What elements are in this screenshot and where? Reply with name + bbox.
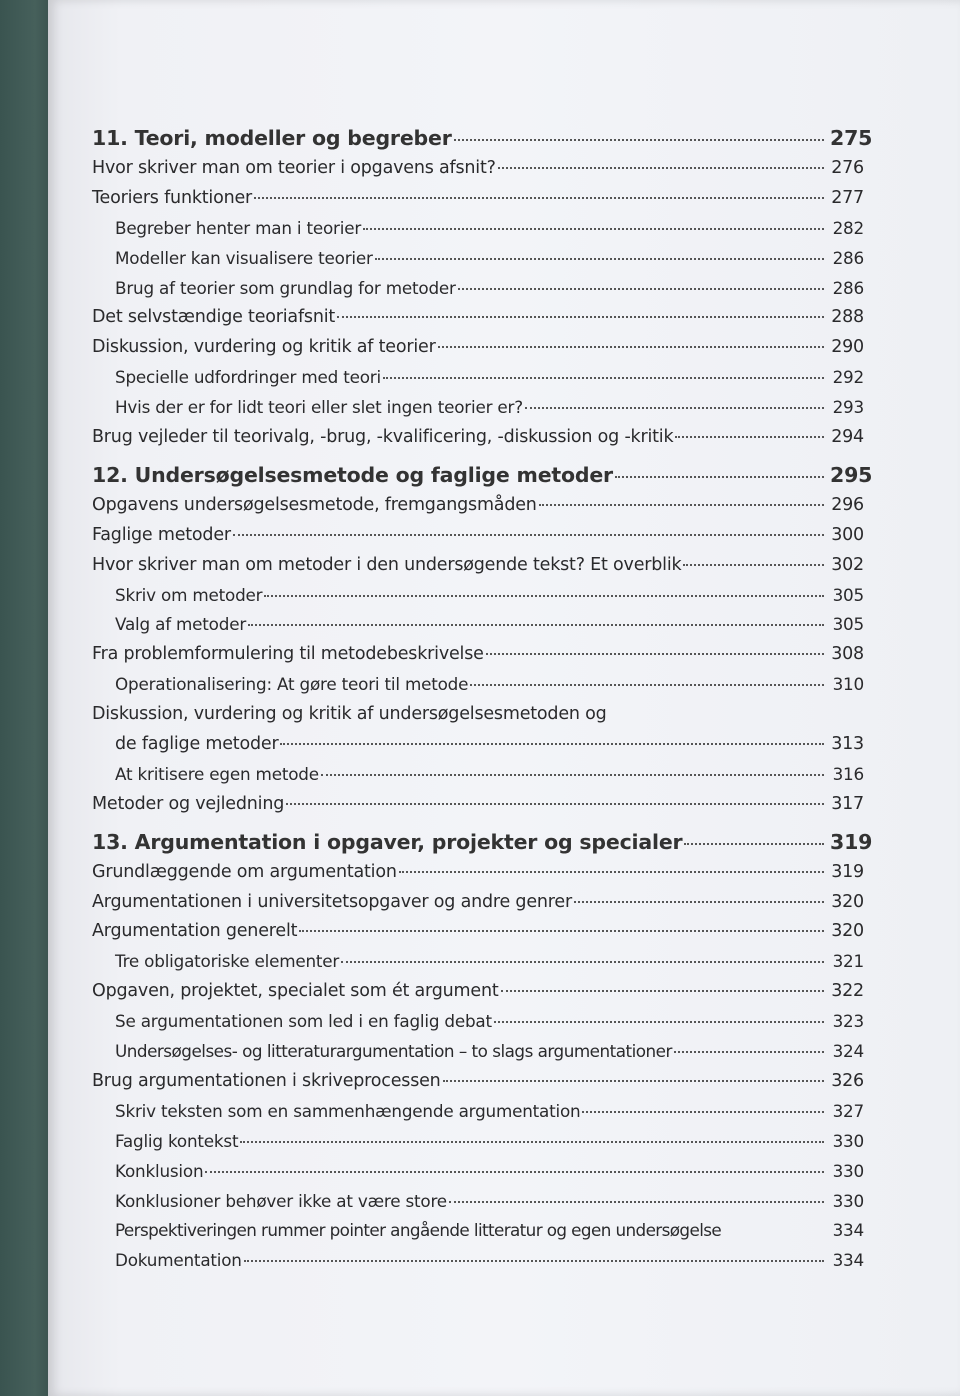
toc-entry [92, 921, 864, 951]
toc-entry [92, 525, 864, 555]
chapter-12 [92, 462, 873, 824]
entry-title: Det selvstændige teoriafsnit [92, 307, 336, 328]
leader-dots [675, 436, 824, 438]
toc-entry [92, 951, 864, 981]
page-number: 282 [832, 217, 864, 238]
entry-title: Specielle udfordringer med teori [115, 367, 381, 388]
leader-dots [438, 346, 824, 348]
page-number: 330 [832, 1190, 864, 1211]
entry-title: At kritisere egen metode [115, 763, 319, 784]
leader-dots [321, 774, 824, 776]
chapter-title: 13. Argumentation i opgaver, projekter og specialer [92, 829, 683, 854]
leader-dots [244, 1260, 824, 1262]
toc-entry [92, 1071, 864, 1101]
toc-entry [92, 1220, 864, 1250]
toc-entry [92, 495, 864, 525]
toc-entry [92, 1161, 864, 1191]
toc-entry [92, 1131, 864, 1161]
page-number: 326 [831, 1070, 864, 1091]
leader-dots [458, 288, 824, 290]
leader-dots [684, 843, 824, 845]
chapter-13 [92, 829, 873, 1280]
page-number: 320 [831, 921, 864, 942]
page-number: 293 [832, 397, 864, 418]
toc-entry [92, 1191, 864, 1221]
page-number: 296 [831, 494, 864, 515]
page-number: 320 [831, 891, 864, 912]
entry-title: Diskussion, vurdering og kritik af teorier [92, 337, 436, 358]
leader-dots [723, 1230, 828, 1232]
leader-dots [240, 1141, 824, 1143]
toc-entry [92, 278, 864, 308]
page-number: 334 [832, 1220, 864, 1241]
page-number: 305 [832, 584, 864, 605]
toc-entry [92, 397, 864, 427]
entry-title: Opgaven, projektet, specialet som ét argument [92, 981, 499, 1002]
page-number: 292 [832, 367, 864, 388]
toc-entry [92, 188, 864, 218]
page-number: 286 [832, 247, 864, 268]
toc-entry [92, 555, 864, 585]
leader-dots [363, 228, 824, 230]
leader-dots [264, 595, 824, 597]
entry-title: Konklusion [115, 1160, 204, 1181]
leader-dots [615, 476, 824, 478]
page-number: 323 [832, 1011, 864, 1032]
page-number: 327 [832, 1100, 864, 1121]
entry-title: Perspektiveringen rummer pointer angående litteratur og egen undersøgelse [115, 1220, 722, 1241]
toc-entry [92, 337, 864, 367]
toc-entry-continuation [92, 734, 864, 764]
page-number: 313 [831, 734, 864, 755]
entry-title: Skriv teksten som en sammenhængende argumentation [115, 1100, 581, 1121]
toc-entry [92, 614, 864, 644]
entry-title: Grundlæggende om argumentation [92, 861, 397, 882]
leader-dots [383, 377, 824, 379]
page-number: 288 [831, 307, 864, 328]
book-spine [0, 0, 50, 1396]
entry-title: Operationalisering: At gøre teori til metode [115, 674, 469, 695]
page-number: 310 [832, 674, 864, 695]
entry-title: Argumentation generelt [92, 921, 298, 942]
chapter-title: 12. Undersøgelsesmetode og faglige metoder [92, 462, 613, 487]
page-number: 290 [831, 337, 864, 358]
toc-entry [92, 981, 864, 1011]
toc-entry [92, 307, 864, 337]
leader-dots [674, 1051, 824, 1053]
page-number: 319 [831, 861, 864, 882]
toc-entry [92, 158, 864, 188]
leader-dots [254, 197, 824, 199]
entry-title: Brug argumentationen i skriveprocessen [92, 1070, 441, 1091]
page-number: 322 [831, 981, 864, 1002]
toc-entry [92, 367, 864, 397]
entry-title: Brug vejleder til teorivalg, -brug, -kvalificering, -diskussion og -kritik [92, 427, 674, 448]
entry-title-continuation: de faglige metoder [115, 734, 279, 755]
toc-entry [92, 427, 864, 457]
page-number: 295 [830, 462, 873, 487]
page-number: 330 [832, 1160, 864, 1181]
page-number: 300 [831, 524, 864, 545]
leader-dots [501, 990, 824, 992]
toc-entry [92, 1011, 864, 1041]
toc-entry [92, 585, 864, 615]
entry-title: Hvis der er for lidt teori eller slet ingen teorier er? [115, 397, 523, 418]
entry-title: Se argumentationen som led i en faglig debat [115, 1011, 492, 1032]
toc-entry [92, 248, 864, 278]
page-number: 317 [831, 793, 864, 814]
toc-entry [92, 794, 864, 824]
entry-title: Begreber henter man i teorier [115, 217, 362, 238]
leader-dots [341, 961, 824, 963]
page-number: 305 [832, 614, 864, 635]
leader-dots [494, 1021, 824, 1023]
leader-dots [582, 1111, 824, 1113]
entry-title: Opgavens undersøgelsesmetode, fremgangsmåden [92, 494, 537, 515]
leader-dots [248, 624, 824, 626]
page-number: 330 [832, 1130, 864, 1151]
page-number: 302 [831, 554, 864, 575]
page-number: 324 [832, 1041, 864, 1062]
leader-dots [233, 534, 824, 536]
entry-title: Teoriers funktioner [92, 187, 253, 208]
leader-dots [449, 1201, 824, 1203]
toc-entry [92, 764, 864, 794]
chapter-11 [92, 126, 873, 457]
leader-dots [454, 139, 824, 141]
entry-title: Faglig kontekst [115, 1130, 239, 1151]
leader-dots [443, 1080, 824, 1082]
chapter-heading [92, 126, 873, 158]
toc-entry [92, 1041, 864, 1071]
leader-dots [539, 504, 824, 506]
leader-dots [299, 930, 824, 932]
leader-dots [525, 407, 824, 409]
entry-title: Hvor skriver man om metoder i den undersøgende tekst? Et overblik [92, 554, 682, 575]
toc-entry [92, 674, 864, 704]
page-number: 319 [830, 829, 873, 854]
leader-dots [280, 743, 824, 745]
toc-entry [92, 892, 864, 922]
toc-entry [92, 1250, 864, 1280]
chapter-heading [92, 829, 873, 862]
entry-title: Undersøgelses- og litteraturargumentation – to slags argumentationer [115, 1041, 672, 1062]
chapter-heading [92, 462, 873, 495]
page-number: 286 [832, 277, 864, 298]
page-number: 294 [831, 427, 864, 448]
entry-title: Diskussion, vurdering og kritik af undersøgelsesmetoden og [92, 704, 607, 725]
table-of-contents [92, 120, 873, 1282]
entry-title: Brug af teorier som grundlag for metoder [115, 277, 456, 298]
leader-dots [470, 684, 824, 686]
leader-dots [683, 564, 824, 566]
leader-dots [375, 258, 824, 260]
toc-entry [92, 862, 864, 892]
entry-title: Fra problemformulering til metodebeskrivelse [92, 644, 484, 665]
toc-entry [92, 644, 864, 674]
leader-dots [498, 167, 824, 169]
page-number: 277 [831, 187, 864, 208]
leader-dots [399, 871, 824, 873]
leader-dots [205, 1171, 824, 1173]
page-number: 276 [831, 158, 864, 178]
entry-title: Valg af metoder [115, 614, 247, 635]
leader-dots [337, 316, 824, 318]
toc-entry [92, 704, 864, 734]
entry-title: Skriv om metoder [115, 584, 263, 605]
entry-title: Metoder og vejledning [92, 793, 285, 814]
leader-dots [574, 901, 824, 903]
entry-title: Modeller kan visualisere teorier [115, 247, 373, 268]
page-number: 316 [832, 763, 864, 784]
toc-entry [92, 218, 864, 248]
chapter-title: 11. Teori, modeller og begreber [92, 126, 452, 150]
leader-dots [486, 653, 824, 655]
page-number: 334 [832, 1250, 864, 1271]
entry-title: Tre obligatoriske elementer [115, 951, 340, 972]
entry-title: Dokumentation [115, 1250, 242, 1271]
toc-entry [92, 1101, 864, 1131]
entry-title: Argumentationen i universitetsopgaver og andre genrer [92, 891, 572, 912]
page-number: 321 [832, 951, 864, 972]
entry-title: Konklusioner behøver ikke at være store [115, 1190, 447, 1211]
page-number: 275 [830, 126, 873, 150]
entry-title: Hvor skriver man om teorier i opgavens afsnit? [92, 158, 496, 178]
entry-title: Faglige metoder [92, 524, 231, 545]
leader-dots [286, 803, 824, 805]
page-number: 308 [831, 644, 864, 665]
